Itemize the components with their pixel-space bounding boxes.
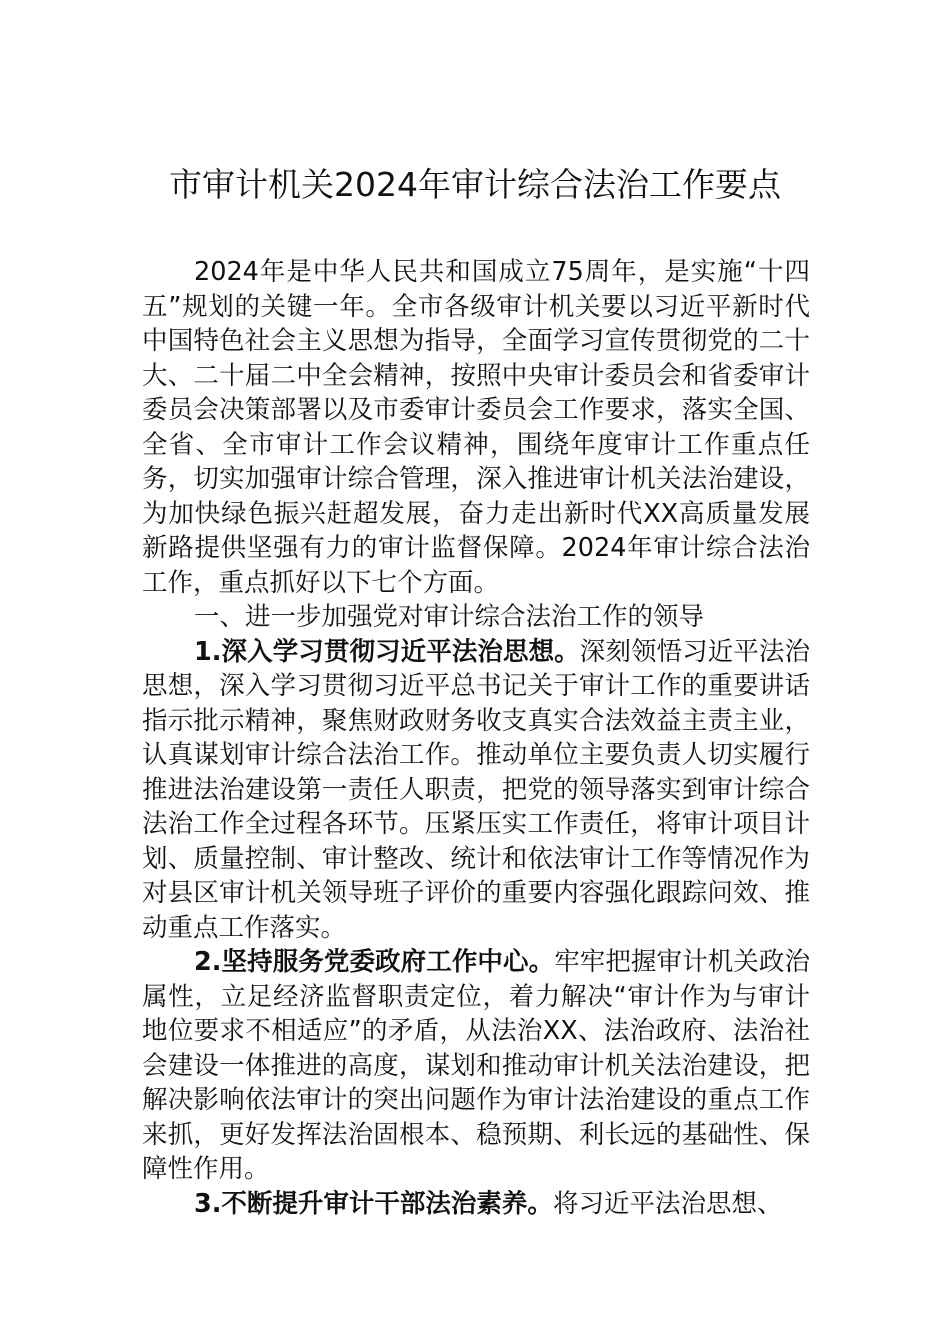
- item-2-title: 2.坚持服务党委政府工作中心。: [194, 947, 555, 977]
- item-1-text: 深刻领悟习近平法治思想，深入学习贯彻习近平总书记关于审计工作的重要讲话指示批示精神，聚焦财政财务收支真实合法效益主责主业，认真谋划审计综合法治工作。推动单位主要负责人切实履行推进法治建设第一责任人职责，把党的领导落实到审计综合法治工作全过程各环节。压紧压实工作责任，将审计项目计划、质量控制、审计整改、统计和依法审计工作等情况作为对县区审计机关领导班子评价的重要内容强化跟踪问效、推动重点工作落实。: [142, 636, 810, 943]
- intro-paragraph: 2024年是中华人民共和国成立75周年，是实施“十四五”规划的关键一年。全市各级审计机关要以习近平新时代中国特色社会主义思想为指导，全面学习宣传贯彻党的二十大、二十届二中全会精神，按照中央审计委员会和省委审计委员会决策部署以及市委审计委员会工作要求，落实全国、全省、全市审计工作会议精神，围绕年度审计工作重点任务，切实加强审计综合管理，深入推进审计机关法治建设，为加快绿色振兴赶超发展，奋力走出新时代XX高质量发展新路提供坚强有力的审计监督保障。2024年审计综合法治工作，重点抓好以下七个方面。: [142, 257, 810, 598]
- item-1-title: 1.深入学习贯彻习近平法治思想。: [194, 636, 580, 667]
- document-body: [142, 255, 810, 1221]
- item-2-text: 牢牢把握审计机关政治属性，立足经济监督职责定位，着力解决“审计作为与审计地位要求不相适应”的矛盾，从法治XX、法治政府、法治社会建设一体推进的高度，谋划和推动审计机关法治建设，把解决影响依法审计的突出问题作为审计法治建设的重点工作来抓，更好发挥法治固根本、稳预期、利长远的基础性、保障性作用。: [142, 947, 810, 1184]
- item-2-paragraph: [142, 945, 810, 1187]
- document-title: 市审计机关2024年审计综合法治工作要点: [169, 165, 781, 204]
- item-3-text: 将习近平法治思想、: [552, 1188, 783, 1219]
- item-3-paragraph: [142, 1187, 810, 1222]
- section-heading: 一、进一步加强党对审计综合法治工作的领导: [194, 602, 705, 632]
- item-1-paragraph: [142, 635, 810, 946]
- item-3-title: 3.不断提升审计干部法治素养。: [194, 1188, 553, 1219]
